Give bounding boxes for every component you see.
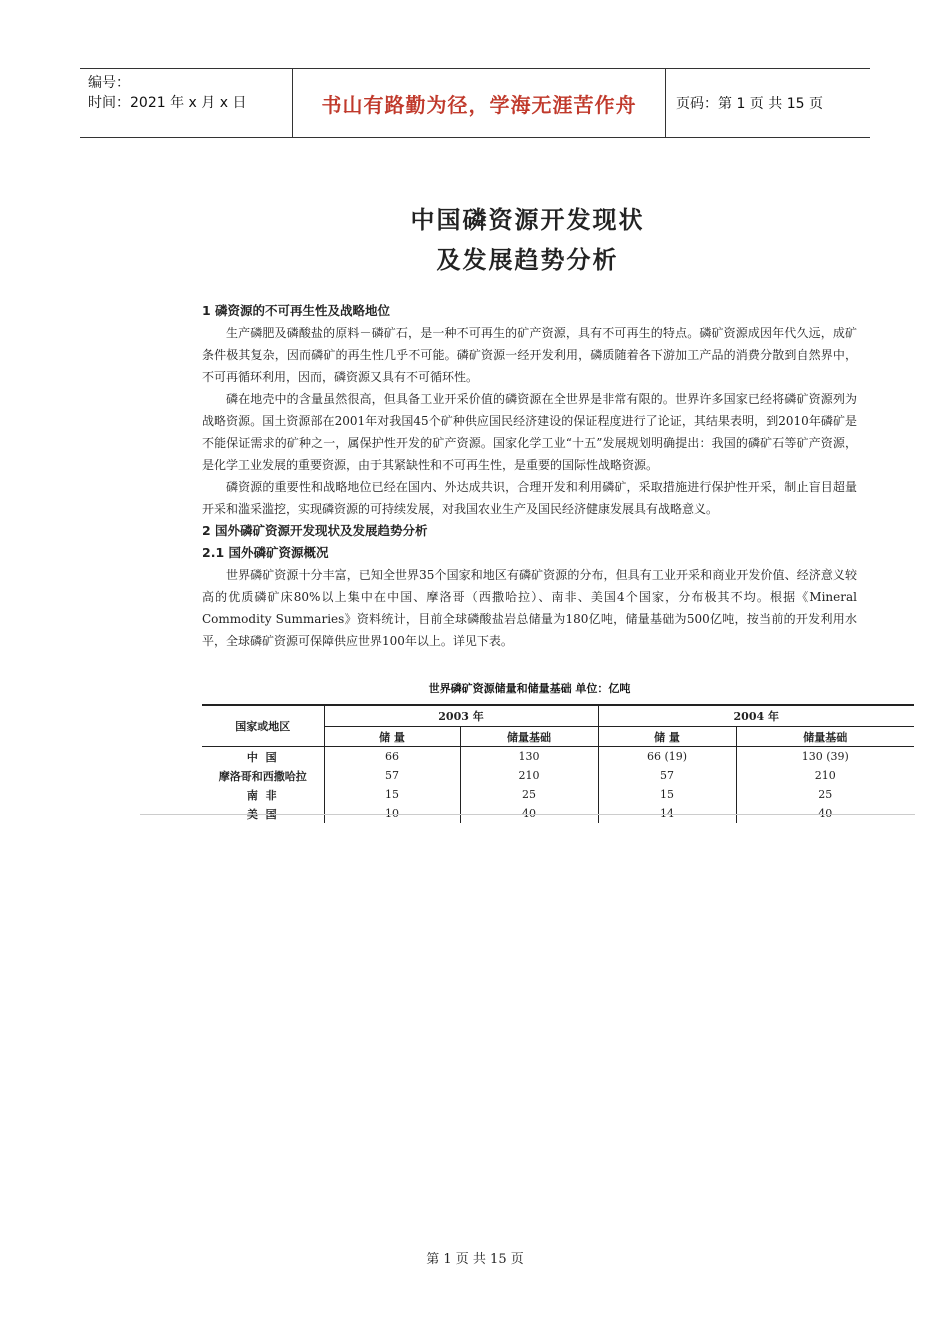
section-2-heading: 2 国外磷矿资源开发现状及发展趋势分析 [202,523,428,538]
page-footer: 第 1 页 共 15 页 [426,1252,524,1267]
table-row [202,766,914,785]
section-1-paragraph-3: 磷资源的重要性和战略地位已经在国内、外达成共识，合理开发和利用磷矿，采取措施进行保护性开采，制止盲目超量开采和滥采滥挖，实现磷资源的可持续发展，对我国农业生产及国民经济健康发展具有战略意义。 [202,480,857,516]
section-2-1-heading: 2.1 国外磷矿资源概况 [202,545,329,560]
column-header-country: 国家或地区 [202,705,324,747]
cell-reserve-2004: 15 [598,785,736,804]
cell-reserve-2003: 10 [324,804,460,823]
cell-country: 南 非 [246,788,279,802]
column-header-reserve-2004: 储 量 [598,727,736,747]
section-2-1-paragraph-1: 世界磷矿资源十分丰富，已知全世界35个国家和地区有磷矿资源的分布，但具有工业开采和商业开发价值、经济意义较高的优质磷矿床80%以上集中在中国、摩洛哥（西撒哈拉）、南非、美国4个国家，分布极其不均。根据《Mineral Commodity Summaries》资料统计，目前全球磷酸盐岩总储量为180亿吨，储量基础为500亿吨，按当前的开发利用水平，全球磷矿资源可保障供应世界100年以上。详见下表。 [202,568,857,648]
cell-base-2003: 210 [460,766,598,785]
number-label: 编号： [88,75,130,91]
cell-base-2003: 40 [460,804,598,823]
header-meta [80,69,293,137]
header-motto [293,69,666,137]
cell-country: 中 国 [246,750,279,764]
cell-reserve-2003: 57 [324,766,460,785]
cell-reserve-2003: 66 [324,747,460,767]
cell-base-2004: 130 (39) [736,747,914,767]
header-page-info: 页码：第 1 页 共 15 页 [676,96,823,112]
cell-base-2003: 130 [460,747,598,767]
column-header-2003: 2003 年 [324,705,598,727]
cell-reserve-2003: 15 [324,785,460,804]
column-header-base-2004: 储量基础 [736,727,914,747]
column-header-2004: 2004 年 [598,705,914,727]
column-header-reserve-2003: 储 量 [324,727,460,747]
table-caption: 世界磷矿资源储量和储量基础 单位：亿吨 [428,682,631,695]
time-label: 时间：2021 年 x 月 x 日 [88,95,247,111]
scanned-article [140,160,915,821]
cell-reserve-2004: 66 (19) [598,747,736,767]
document-header [80,68,870,138]
cell-reserve-2004: 57 [598,766,736,785]
article-body [202,300,857,652]
section-1-heading: 1 磷资源的不可再生性及战略地位 [202,303,391,318]
cell-base-2003: 25 [460,785,598,804]
cell-base-2004: 40 [736,804,914,823]
article-title-line1: 中国磷资源开发现状 [410,206,645,234]
motto-text: 书山有路勤为径，学海无涯苦作舟 [321,92,637,117]
table-row [202,747,914,767]
section-1-paragraph-2: 磷在地壳中的含量虽然很高，但具备工业开采价值的磷资源在全世界是非常有限的。世界许多国家已经将磷矿资源列为战略资源。国土资源部在2001年对我国45个矿种供应国民经济建设的保证程度进行了论证，其结果表明，到2010年磷矿是不能保证需求的矿种之一，属保护性开发的矿产资源。国家化学工业“十五”发展规划明确提出：我国的磷矿石等矿产资源，是化学工业发展的重要资源，由于其紧缺性和不可再生性，是重要的国际性战略资源。 [202,392,857,472]
column-header-base-2003: 储量基础 [460,727,598,747]
cell-country: 美 国 [246,807,279,821]
article-title-line2: 及发展趋势分析 [436,246,619,274]
reserves-table [202,704,914,823]
table-row [202,785,914,804]
scan-bottom-edge [140,814,915,815]
cell-base-2004: 25 [736,785,914,804]
cell-reserve-2004: 14 [598,804,736,823]
cell-base-2004: 210 [736,766,914,785]
section-1-paragraph-1: 生产磷肥及磷酸盐的原料－磷矿石，是一种不可再生的矿产资源，具有不可再生的特点。磷矿资源成因年代久远，成矿条件极其复杂，因而磷矿的再生性几乎不可能。磷矿资源一经开发利用，磷质随着各下游加工产品的消费分散到自然界中，不可再循环利用，因而，磷资源又具有不可循环性。 [202,326,857,384]
cell-country: 摩洛哥和西撒哈拉 [218,769,307,783]
